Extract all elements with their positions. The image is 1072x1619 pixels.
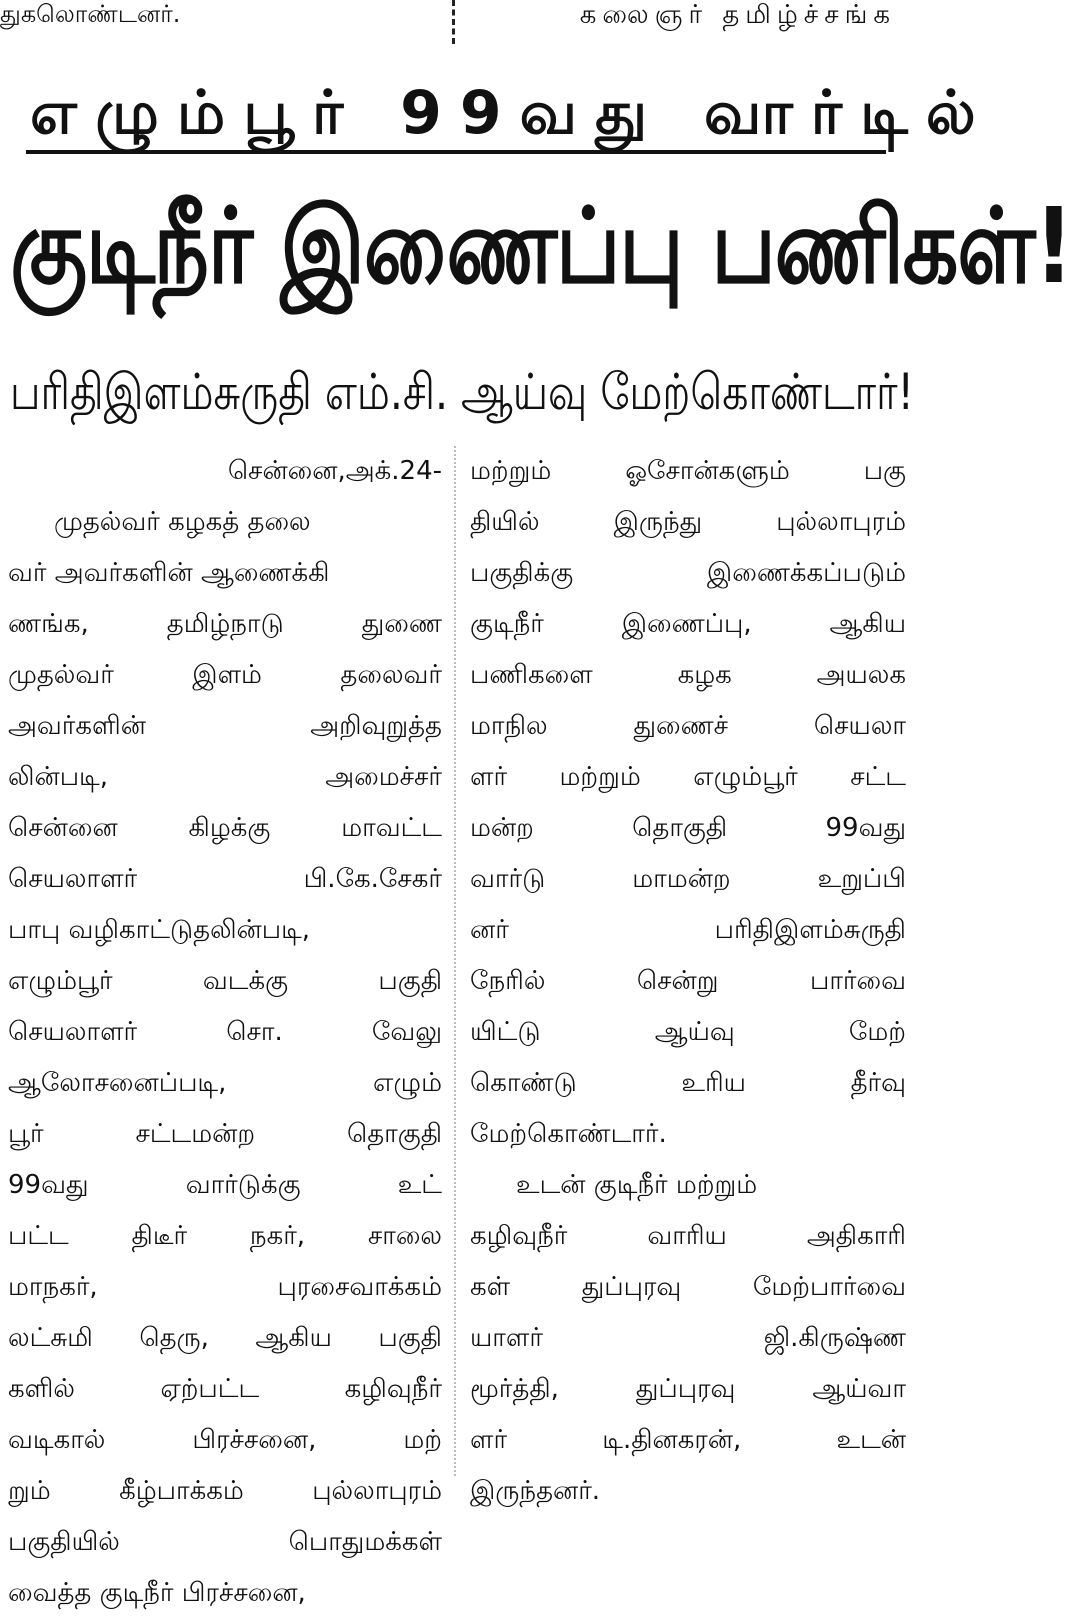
article-line: உடன் குடிநீர் மற்றும் bbox=[516, 1170, 758, 1200]
article-line: ணங்க, தமிழ்நாடு துணை bbox=[8, 609, 442, 639]
article-line: வைத்த குடிநீர் பிரச்சனை, bbox=[8, 1578, 306, 1608]
sub-headline: பரிதிஇளம்சுருதி எம்.சி. ஆய்வு மேற்கொண்டார்! bbox=[10, 363, 914, 421]
article-line: மன்ற தொகுதி 99வது bbox=[470, 813, 906, 843]
article-line: கழிவுநீர் வாரிய அதிகாரி bbox=[470, 1221, 906, 1251]
article-line: சென்னை கிழக்கு மாவட்ட bbox=[8, 813, 442, 843]
top-strip bbox=[0, 0, 914, 46]
article-line: மாநில துணைச் செயலா bbox=[470, 711, 906, 741]
article-line: பணிகளை கழக அயலக bbox=[470, 660, 906, 690]
column-divider bbox=[454, 446, 456, 1476]
article-line: வர் அவர்களின் ஆணைக்கி bbox=[8, 558, 330, 588]
article-line: றும் கீழ்பாக்கம் புல்லாபுரம் bbox=[8, 1476, 442, 1506]
article-line: இருந்தனர். bbox=[470, 1476, 601, 1506]
article-line: செயலாளர் சொ. வேலு bbox=[8, 1017, 442, 1047]
article-line: அவர்களின் அறிவுறுத்த bbox=[8, 711, 442, 741]
article-line: தியில் இருந்து புல்லாபுரம் bbox=[470, 507, 906, 537]
article-line: சென்னை,அக்.24- bbox=[227, 456, 442, 486]
article-line: ஆலோசனைப்படி, எழும் bbox=[8, 1068, 442, 1098]
kicker-text: எழும்பூர் 99வது வார்டில் bbox=[30, 78, 994, 148]
top-right-fragment: கலைஞர் தமிழ்ச்சங்க bbox=[579, 0, 896, 30]
article-column-left bbox=[8, 446, 442, 1608]
article-line: பாபு வழிகாட்டுதலின்படி, bbox=[8, 915, 311, 945]
article-line: குடிநீர் இணைப்பு, ஆகிய bbox=[470, 609, 906, 639]
article-line: களில் ஏற்பட்ட கழிவுநீர் bbox=[8, 1374, 442, 1404]
article-line: மற்றும் ஓசோன்களும் பகு bbox=[470, 456, 906, 486]
article-line: முதல்வர் கழகத் தலை bbox=[54, 507, 311, 537]
article-column-right bbox=[470, 446, 906, 1506]
article-line: யாளர் ஜி.கிருஷ்ண bbox=[470, 1323, 906, 1353]
article-line: யிட்டு ஆய்வு மேற் bbox=[470, 1017, 906, 1047]
article-line: பகுதிக்கு இணைக்கப்படும் bbox=[470, 558, 906, 588]
main-headline: குடிநீர் இணைப்பு பணிகள்! bbox=[10, 185, 1072, 307]
article-line: கள் துப்புரவு மேற்பார்வை bbox=[470, 1272, 906, 1302]
article-line: ளர் மற்றும் எழும்பூர் சட்ட bbox=[470, 762, 906, 792]
article-line: பகுதியில் பொதுமக்கள் bbox=[8, 1527, 442, 1557]
kicker-underline bbox=[26, 150, 886, 154]
article-line: லட்சுமி தெரு, ஆகிய பகுதி bbox=[8, 1323, 442, 1353]
article-line: பட்ட திடீர் நகர், சாலை bbox=[8, 1221, 442, 1251]
article-line: கொண்டு உரிய தீர்வு bbox=[470, 1068, 906, 1098]
article-line: செயலாளர் பி.கே.சேகர் bbox=[8, 864, 442, 894]
kicker-heading bbox=[30, 78, 994, 148]
article-line: வடிகால் பிரச்சனை, மற் bbox=[8, 1425, 442, 1455]
article-line: பூர் சட்டமன்ற தொகுதி bbox=[8, 1119, 442, 1149]
article-line: நேரில் சென்று பார்வை bbox=[470, 966, 906, 996]
article-line: லின்படி, அமைச்சர் bbox=[8, 762, 442, 792]
top-left-fragment: துகலொண்டனர். bbox=[0, 0, 181, 28]
article-line: மேற்கொண்டார். bbox=[470, 1119, 667, 1149]
article-line: மாநகர், புரசைவாக்கம் bbox=[8, 1272, 442, 1302]
article-line: ளர் டி.தினகரன், உடன் bbox=[470, 1425, 906, 1455]
article-line: வார்டு மாமன்ற உறுப்பி bbox=[470, 864, 906, 894]
article-line: மூர்த்தி, துப்புரவு ஆய்வா bbox=[470, 1374, 906, 1404]
article-line: முதல்வர் இளம் தலைவர் bbox=[8, 660, 442, 690]
column-divider-top bbox=[452, 0, 455, 44]
article-line: னர் பரிதிஇளம்சுருதி bbox=[470, 915, 906, 945]
article-line: எழும்பூர் வடக்கு பகுதி bbox=[8, 966, 442, 996]
article-line: 99வது வார்டுக்கு உட் bbox=[8, 1170, 442, 1200]
